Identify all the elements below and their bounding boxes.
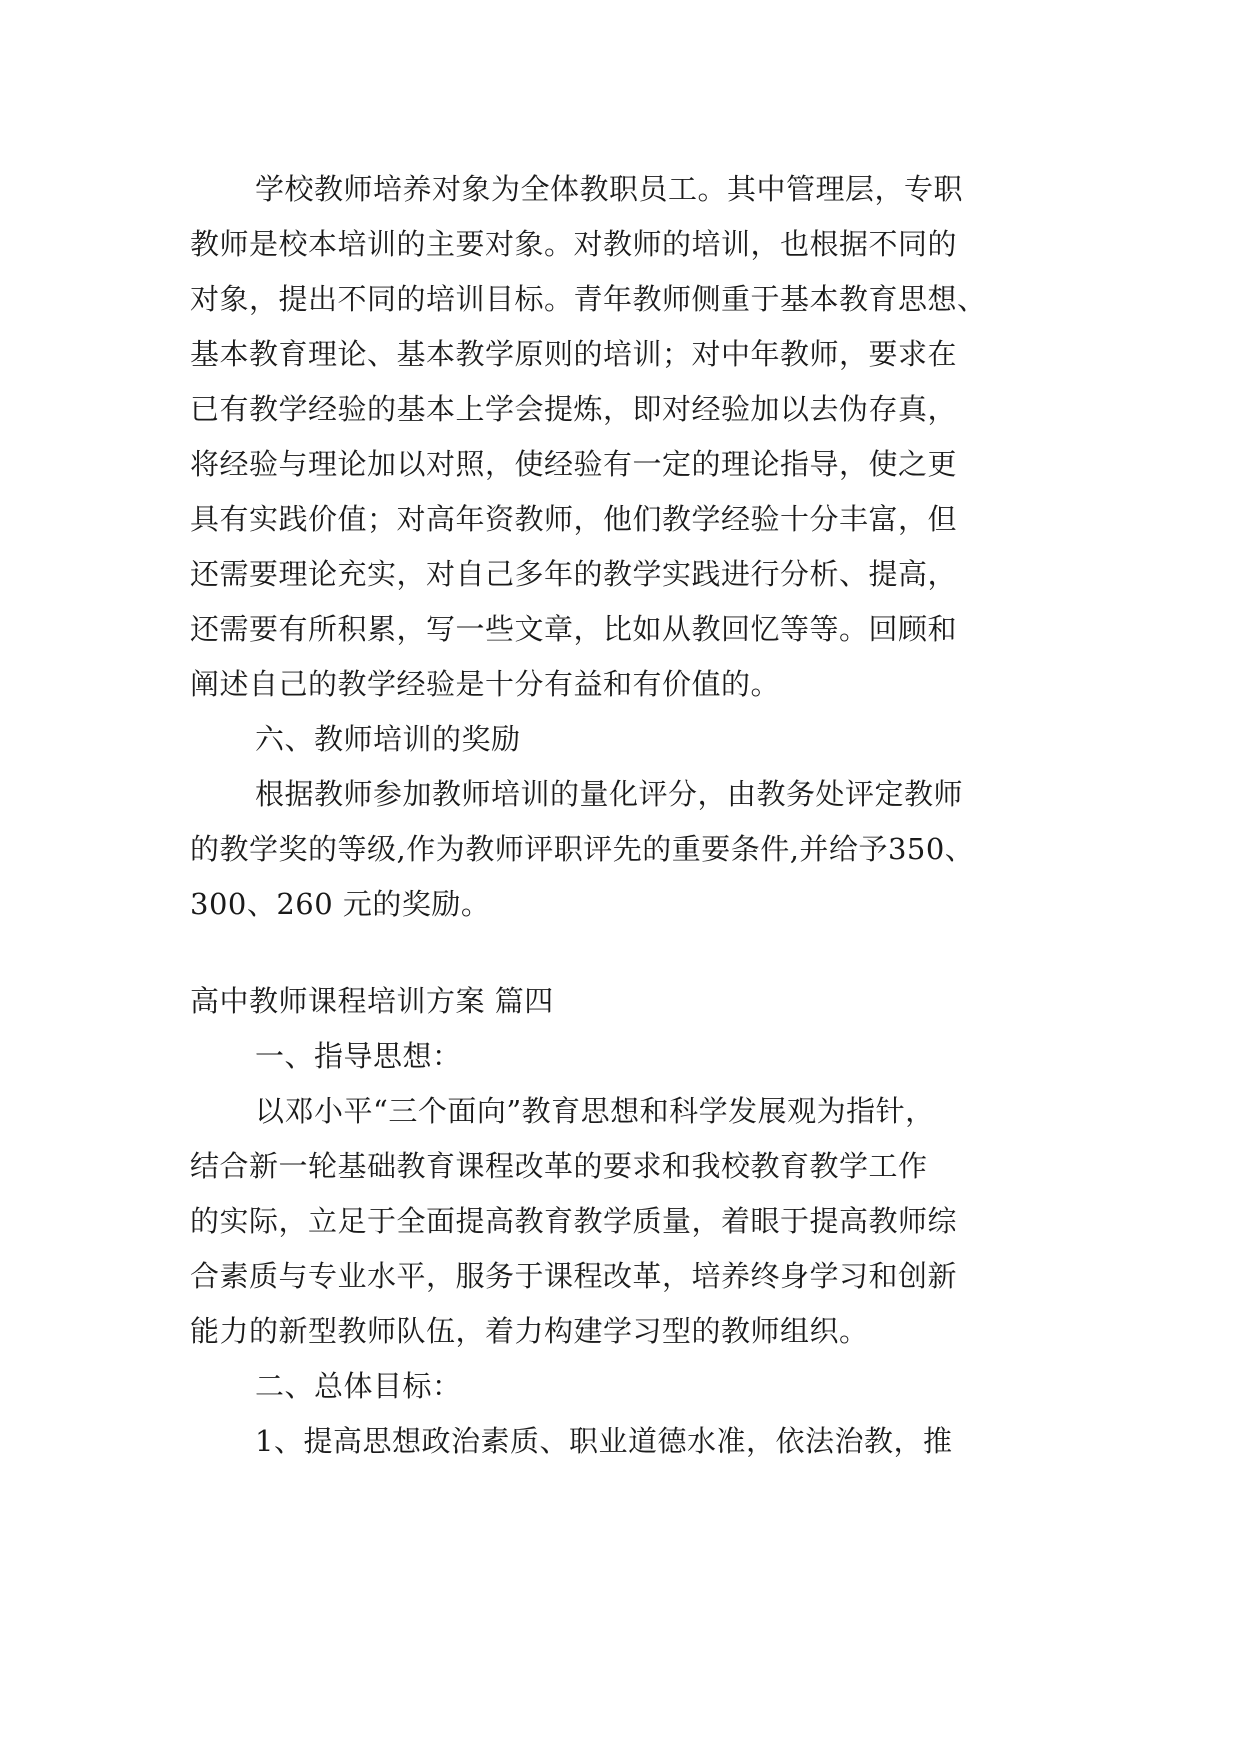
article-title: 高中教师课程培训方案 篇四 bbox=[190, 984, 554, 1018]
paragraph-line: 的教学奖的等级,作为教师评职评先的重要条件,并给予350、 bbox=[190, 832, 975, 866]
paragraph-line: 已有教学经验的基本上学会提炼，即对经验加以去伪存真， bbox=[190, 392, 958, 426]
paragraph-line: 还需要有所积累，写一些文章，比如从教回忆等等。回顾和 bbox=[190, 612, 958, 646]
section-spacer bbox=[190, 932, 1056, 974]
section-heading-overall-goals: 二、总体目标： bbox=[255, 1369, 462, 1403]
paragraph-line: 还需要理论充实，对自己多年的教学实践进行分析、提高， bbox=[190, 557, 958, 591]
paragraph-guiding-ideology bbox=[190, 1084, 1056, 1359]
paragraph-line: 阐述自己的教学经验是十分有益和有价值的。 bbox=[190, 667, 781, 701]
section-heading-rewards: 六、教师培训的奖励 bbox=[255, 722, 521, 756]
paragraph-line: 基本教育理论、基本教学原则的培训；对中年教师，要求在 bbox=[190, 337, 958, 371]
paragraph-overall-goals bbox=[190, 1414, 1056, 1469]
paragraph-line: 合素质与专业水平，服务于课程改革，培养终身学习和创新 bbox=[190, 1259, 958, 1293]
paragraph-rewards bbox=[190, 767, 1056, 932]
paragraph-line: 教师是校本培训的主要对象。对教师的培训，也根据不同的 bbox=[190, 227, 958, 261]
paragraph-line: 对象，提出不同的培训目标。青年教师侧重于基本教育思想、 bbox=[190, 282, 987, 316]
paragraph-line: 具有实践价值；对高年资教师，他们教学经验十分丰富，但 bbox=[190, 502, 958, 536]
paragraph-line: 结合新一轮基础教育课程改革的要求和我校教育教学工作 bbox=[190, 1149, 928, 1183]
paragraph-line: 将经验与理论加以对照，使经验有一定的理论指导，使之更 bbox=[190, 447, 958, 481]
paragraph-line: 能力的新型教师队伍，着力构建学习型的教师组织。 bbox=[190, 1314, 869, 1348]
paragraph-line: 以邓小平“三个面向”教育思想和科学发展观为指针， bbox=[255, 1094, 935, 1128]
paragraph-line: 300、260 元的奖励。 bbox=[190, 887, 491, 921]
paragraph-line: 的实际，立足于全面提高教育教学质量，着眼于提高教师综 bbox=[190, 1204, 958, 1238]
paragraph-line: 1、提高思想政治素质、职业道德水准，依法治教，推 bbox=[255, 1424, 953, 1458]
paragraph-line: 学校教师培养对象为全体教职员工。其中管理层，专职 bbox=[255, 172, 964, 206]
section-heading-guiding-ideology: 一、指导思想： bbox=[255, 1039, 462, 1073]
document-body bbox=[190, 162, 1056, 1469]
paragraph-teacher-training-targets bbox=[190, 162, 1056, 712]
paragraph-line: 根据教师参加教师培训的量化评分，由教务处评定教师 bbox=[255, 777, 964, 811]
